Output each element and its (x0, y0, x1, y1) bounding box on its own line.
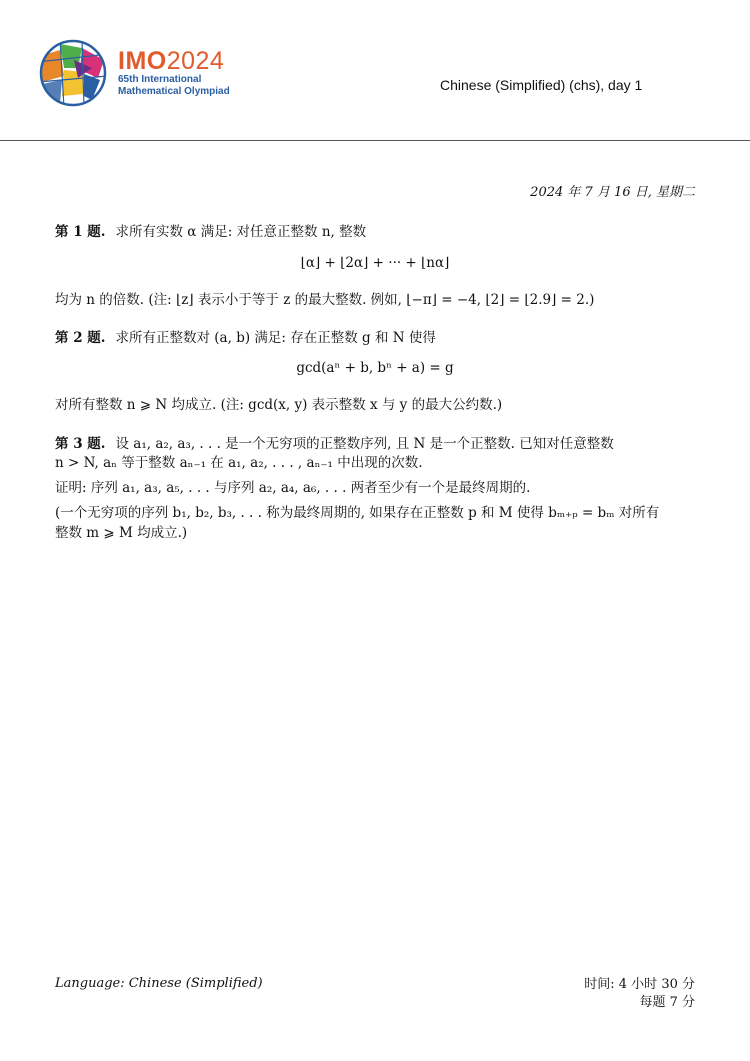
footer-language: Language: Chinese (Simplified) (55, 976, 263, 991)
brand-name (118, 48, 230, 74)
problem-2-text: 求所有正整数对 (a, b) 满足: 存在正整数 g 和 N 使得 (115, 330, 436, 346)
brand-prefix: IMO (118, 47, 167, 75)
brand-line-2: Mathematical Olympiad (118, 86, 230, 97)
problem-3-text: 设 a₁, a₂, a₃, . . . 是一个无穷项的正整数序列, 且 N 是一个正整数. 已知对任意整数 (115, 436, 614, 452)
problem-3-line-2: n > N, aₙ 等于整数 aₙ₋₁ 在 a₁, a₂, . . . , aₙ₋₁ 中出现的次数. (55, 455, 423, 471)
problem-1-label: 第 1 题. (55, 224, 106, 240)
exam-date: 2024 年 7 月 16 日, 星期二 (530, 185, 695, 200)
problem-2-line-1 (55, 326, 436, 346)
brand-line-1: 65th International (118, 74, 202, 85)
problem-1-line-1 (55, 220, 366, 240)
imo-logo-icon (38, 38, 108, 108)
footer-time: 时间: 4 小时 30 分 (584, 977, 695, 992)
problem-3-label: 第 3 题. (55, 436, 106, 452)
problem-2-label: 第 2 题. (55, 330, 106, 346)
problem-3-line-1 (55, 432, 614, 452)
footer-points: 每题 7 分 (639, 995, 695, 1010)
problem-3-line-5: 整数 m ⩾ M 均成立.) (55, 525, 188, 541)
problem-1-line-2: 均为 n 的倍数. (注: ⌊z⌋ 表示小于等于 z 的最大整数. 例如, ⌊−π⌋ = −4, ⌊2⌋ = ⌊2.9⌋ = 2.) (55, 292, 595, 308)
problem-3-line-4: (一个无穷项的序列 b₁, b₂, b₃, . . . 称为最终周期的, 如果存在正整数 p 和 M 使得 bₘ₊ₚ = bₘ 对所有 (55, 505, 660, 521)
header-divider (0, 140, 750, 141)
footer-time-block (584, 976, 695, 1012)
problem-2-line-2: 对所有整数 n ⩾ N 均成立. (注: gcd(x, y) 表示整数 x 与 y 的最大公约数.) (55, 397, 503, 413)
problem-2-formula: gcd(aⁿ + b, bⁿ + a) = g (296, 360, 454, 376)
language-day-label: Chinese (Simplified) (chs), day 1 (440, 77, 643, 93)
problem-3-line-3: 证明: 序列 a₁, a₃, a₅, . . . 与序列 a₂, a₄, a₆, . . . 两者至少有一个是最终周期的. (55, 480, 531, 496)
brand-block (118, 48, 230, 98)
problem-1-formula: ⌊α⌋ + ⌊2α⌋ + ··· + ⌊nα⌋ (300, 255, 450, 271)
problem-1-text: 求所有实数 α 满足: 对任意正整数 n, 整数 (115, 224, 367, 240)
brand-year: 2024 (166, 47, 225, 75)
